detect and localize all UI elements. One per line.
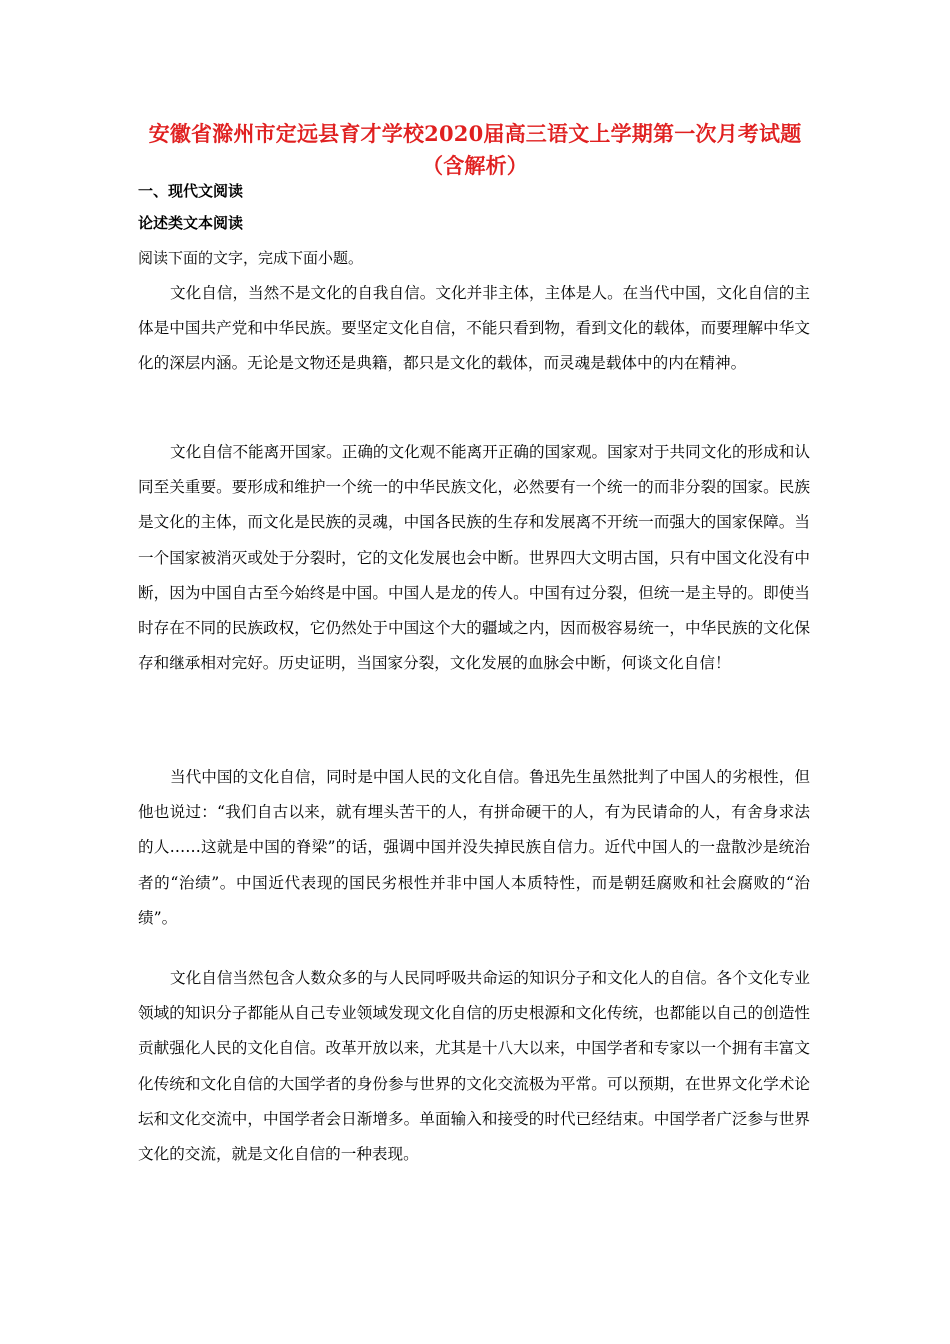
- paragraph-text: 当代中国的文化自信，同时是中国人民的文化自信。鲁迅先生虽然批判了中国人的劣根性，但他也说过：“我们自古以来，就有埋头苦干的人，有拼命硬干的人，有为民请命的人，有舍身求法的人……这就是中国的脊梁”的话，强调中国并没失掉民族自信力。近代中国人的一盘散沙是统治者的“治绩”。中国近代表现的国民劣根性并非中国人本质特性，而是朝廷腐败和社会腐败的“治绩”。: [138, 768, 810, 927]
- passage-paragraph-2: [138, 435, 810, 681]
- document-title: 安徽省滁州市定远县育才学校2020届高三语文上学期第一次月考试题（含解析）: [148, 121, 802, 178]
- passage-paragraph-4: [138, 961, 810, 1172]
- paragraph-text: 文化自信，当然不是文化的自我自信。文化并非主体，主体是人。在当代中国，文化自信的主体是中国共产党和中华民族。要坚定文化自信，不能只看到物，看到文化的载体，而要理解中华文化的深层内涵。无论是文物还是典籍，都只是文化的载体，而灵魂是载体中的内在精神。: [138, 284, 810, 373]
- passage-paragraph-3: [138, 760, 810, 936]
- paragraph-text: 文化自信当然包含人数众多的与人民同呼吸共命运的知识分子和文化人的自信。各个文化专业领域的知识分子都能从自己专业领域发现文化自信的历史根源和文化传统，也都能以自己的创造性贡献强化人民的文化自信。改革开放以来，尤其是十八大以来，中国学者和专家以一个拥有丰富文化传统和文化自信的大国学者的身份参与世界的文化交流极为平常。可以预期，在世界文化学术论坛和文化交流中，中国学者会日渐增多。单面输入和接受的时代已经结束。中国学者广泛参与世界文化的交流，就是文化自信的一种表现。: [138, 969, 810, 1164]
- paragraph-text: 文化自信不能离开国家。正确的文化观不能离开正确的国家观。国家对于共同文化的形成和认同至关重要。要形成和维护一个统一的中华民族文化，必然要有一个统一的而非分裂的国家。民族是文化的主体，而文化是民族的灵魂，中国各民族的生存和发展离不开统一而强大的国家保障。当一个国家被消灭或处于分裂时，它的文化发展也会中断。世界四大文明古国，只有中国文化没有中断，因为中国自古至今始终是中国。中国人是龙的传人。中国有过分裂，但统一是主导的。即使当时存在不同的民族政权，它仍然处于中国这个大的疆域之内，因而极容易统一，中华民族的文化保存和继承相对完好。历史证明，当国家分裂，文化发展的血脉会中断，何谈文化自信！: [138, 443, 810, 673]
- subsection-heading: 论述类文本阅读: [138, 214, 244, 232]
- passage-paragraph-1: [138, 276, 810, 382]
- section-heading: 一、现代文阅读: [138, 182, 244, 200]
- reading-instruction: 阅读下面的文字，完成下面小题。: [138, 249, 364, 267]
